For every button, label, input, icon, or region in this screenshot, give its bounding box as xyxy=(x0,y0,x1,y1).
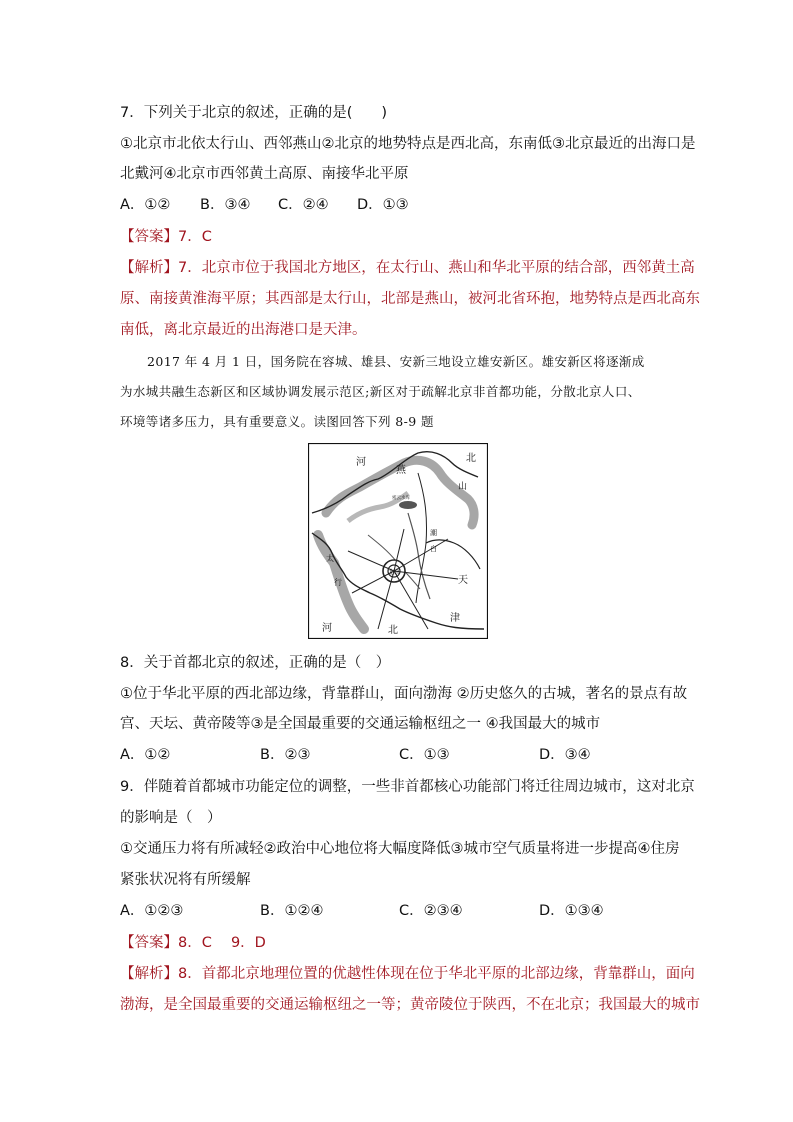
q8-body-line2: 宫、天坛、黄帝陵等③是全国最重要的交通运输枢纽之一 ④我国最大的城市 xyxy=(120,716,601,732)
label-tian: 天 xyxy=(458,575,468,586)
analysis-text: 7．北京市位于我国北方地区，在太行山、燕山和华北平原的结合部，西邻黄土高 xyxy=(178,260,695,276)
q9-stem-line1: 9．伴随着首都城市功能定位的调整，一些非首都核心功能部门将迁往周边城市，这对北京 xyxy=(120,779,695,795)
q7-option-b: B．③④ xyxy=(200,197,251,213)
passage-line2: 为水城共融生态新区和区域协调发展示范区;新区对于疏解北京非首都功能，分散北京人口、 xyxy=(120,384,641,399)
answer-value: 7．C xyxy=(178,229,212,245)
label-he-bottom: 河 xyxy=(322,623,332,634)
analysis-tag: 【解析】 xyxy=(120,966,178,982)
label-beijing: 北京 xyxy=(388,569,401,576)
label-hang: 行 xyxy=(334,578,342,587)
q7-analysis-line3: 南低，离北京最近的出海港口是天津。 xyxy=(120,322,367,338)
q7-analysis-line2: 原、南接黄淮海平原；其西部是太行山，北部是燕山，被河北省环抱，地势特点是西北高东 xyxy=(120,291,700,307)
analysis-89-line1 xyxy=(120,964,695,984)
q8-option-a: A．①② xyxy=(120,747,171,763)
answer-tag: 【答案】 xyxy=(120,229,178,245)
q8-option-c: C．①③ xyxy=(399,747,450,763)
q7-option-a: A．①② xyxy=(120,197,171,213)
q7-analysis-line1 xyxy=(120,258,695,278)
q7-option-c: C．②④ xyxy=(278,197,329,213)
label-chao: 潮 xyxy=(430,529,437,537)
label-miyun: 密云水库 xyxy=(392,496,410,501)
q7-option-d: D．①③ xyxy=(357,197,409,213)
q9-body-line2: 紧张状况将有所缓解 xyxy=(120,872,251,888)
answer-89 xyxy=(120,933,266,953)
q7-stem: 7．下列关于北京的叙述，正确的是( ) xyxy=(120,105,388,121)
passage-line3: 环境等诸多压力，具有重要意义。读图回答下列 8-9 题 xyxy=(120,414,434,429)
beijing-region-map xyxy=(308,443,488,639)
q9-option-a: A．①②③ xyxy=(120,903,184,919)
q8-body-line1: ①位于华北平原的西北部边缘，背靠群山，面向渤海 ②历史悠久的古城，著名的景点有故 xyxy=(120,686,688,702)
label-shan: 山 xyxy=(458,482,468,492)
q7-body-line2: 北戴河④北京市西邻黄土高原、南接华北平原 xyxy=(120,166,409,182)
label-he-top: 河 xyxy=(356,457,366,468)
q9-stem-line2: 的影响是（ ） xyxy=(120,810,222,826)
q8-stem: 8．关于首都北京的叙述，正确的是（ ） xyxy=(120,655,391,671)
q9-option-d: D．①③④ xyxy=(539,903,604,919)
passage-line1: 2017 年 4 月 1 日，国务院在容城、雄县、安新三地设立雄安新区。雄安新区将逐渐成 xyxy=(147,354,645,369)
q8-option-d: D．③④ xyxy=(539,747,591,763)
label-bai: 白 xyxy=(430,545,437,553)
q7-answer xyxy=(120,227,212,247)
label-bei-top: 北 xyxy=(466,453,476,464)
answer-value: 8．C 9．D xyxy=(178,935,266,951)
q9-body-line1: ①交通压力将有所减轻②政治中心地位将大幅度降低③城市空气质量将进一步提高④住房 xyxy=(120,841,680,857)
label-yan: 燕 xyxy=(396,465,406,476)
analysis-text: 8．首都北京地理位置的优越性体现在位于华北平原的北部边缘，背靠群山，面向 xyxy=(178,966,695,982)
miyun-reservoir xyxy=(399,501,417,509)
q9-option-c: C．②③④ xyxy=(399,903,463,919)
label-bei-bottom: 北 xyxy=(388,625,398,636)
label-jin: 津 xyxy=(450,613,460,624)
label-tai: 太 xyxy=(326,554,334,563)
q9-option-b: B．①②④ xyxy=(260,903,324,919)
analysis-89-line2: 渤海，是全国最重要的交通运输枢纽之一等；黄帝陵位于陕西，不在北京；我国最大的城市 xyxy=(120,997,700,1013)
answer-tag: 【答案】 xyxy=(120,935,178,951)
analysis-tag: 【解析】 xyxy=(120,260,178,276)
q8-option-b: B．②③ xyxy=(260,747,311,763)
q7-body-line1: ①北京市北依太行山、西邻燕山②北京的地势特点是西北高，东南低③北京最近的出海口是 xyxy=(120,136,696,152)
